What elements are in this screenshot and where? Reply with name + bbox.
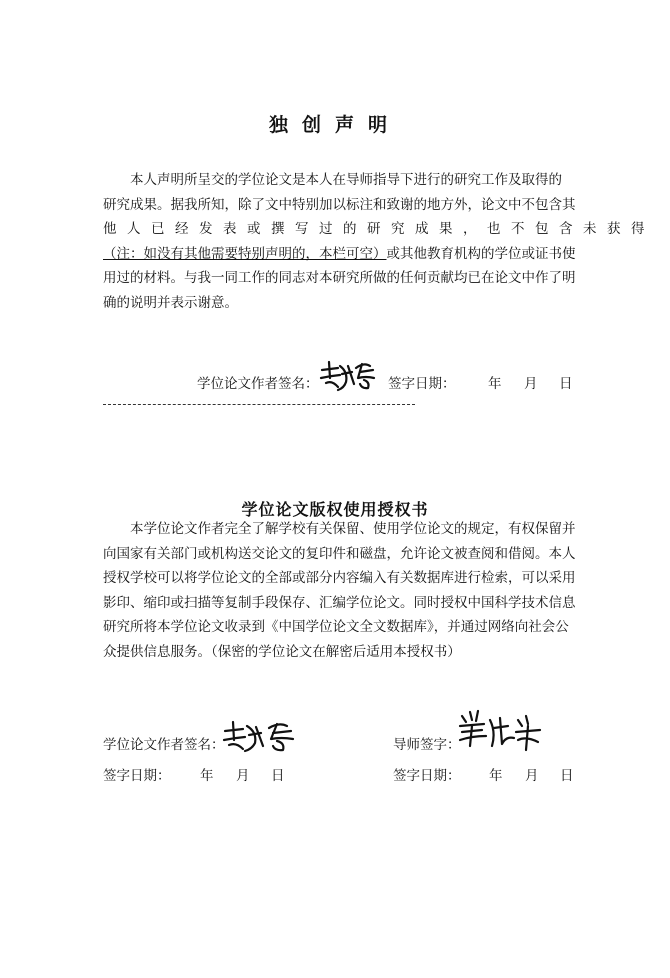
advisor-year: 年	[489, 768, 503, 784]
declaration-line: 确的说明并表示谢意。	[103, 294, 238, 311]
author-month: 月	[236, 768, 250, 784]
declaration-year: 年	[488, 376, 502, 392]
authorization-line: 授权学校可以将学位论文的全部或部分内容编入有关数据库进行检索，可以采用	[103, 570, 576, 587]
advisor-date-label: 签字日期：	[393, 768, 461, 784]
note-underlined: （注：如没有其他需要特别声明的，本栏可空）	[103, 245, 387, 262]
authorization-paragraph	[103, 517, 583, 665]
author-year: 年	[200, 768, 214, 784]
declaration-line: 研究成果。据我所知，除了文中特别加以标注和致谢的地方外，论文中不包含其	[103, 196, 576, 213]
declaration-line-mixed	[103, 242, 583, 267]
authorization-line: 研究所将本学位论文收录到《中国学位论文全文数据库》，并通过网络向社会公	[103, 619, 569, 636]
advisor-month: 月	[525, 768, 539, 784]
advisor-signature-handwritten	[456, 706, 552, 754]
declaration-signature-label: 学位论文作者签名：	[197, 376, 319, 392]
declaration-line: 本人声明所呈交的学位论文是本人在导师指导下进行的研究工作及取得的	[130, 172, 562, 188]
authorization-line: 本学位论文作者完全了解学校有关保留、使用学位论文的规定，有权保留并	[130, 521, 576, 537]
author-signature-handwritten-2	[221, 716, 301, 754]
authorization-line: 众提供信息服务。（保密的学位论文在解密后适用本授权书）	[103, 643, 461, 660]
declaration-date-label: 签字日期：	[388, 376, 456, 392]
declaration-paragraph	[103, 168, 655, 316]
advisor-day: 日	[560, 768, 574, 784]
author-signature-handwritten-1	[318, 356, 380, 392]
advisor-signature-label: 导师签字：	[393, 737, 461, 753]
declaration-line-tail: 或其他教育机构的学位或证书使	[386, 245, 576, 262]
declaration-month: 月	[524, 376, 538, 392]
declaration-title: 独创声明	[268, 114, 401, 136]
authorization-title: 学位论文版权使用授权书	[241, 500, 429, 519]
author-day: 日	[271, 768, 285, 784]
authorization-line: 向国家有关部门或机构送交论文的复印件和磁盘，允许论文被查阅和借阅。本人	[103, 545, 576, 562]
declaration-line: 用过的材料。与我一同工作的同志对本研究所做的任何贡献均已在论文中作了明	[103, 270, 576, 287]
declaration-day: 日	[559, 376, 573, 392]
declaration-line: 他人已经发表或撰写过的研究成果，也不包含未获得	[103, 221, 655, 238]
author-date-label: 签字日期：	[103, 768, 171, 784]
author-signature-label: 学位论文作者签名：	[103, 737, 225, 753]
authorization-line: 影印、缩印或扫描等复制手段保存、汇编学位论文。同时授权中国科学技术信息	[103, 594, 576, 611]
separator-dashed-line	[103, 404, 415, 405]
